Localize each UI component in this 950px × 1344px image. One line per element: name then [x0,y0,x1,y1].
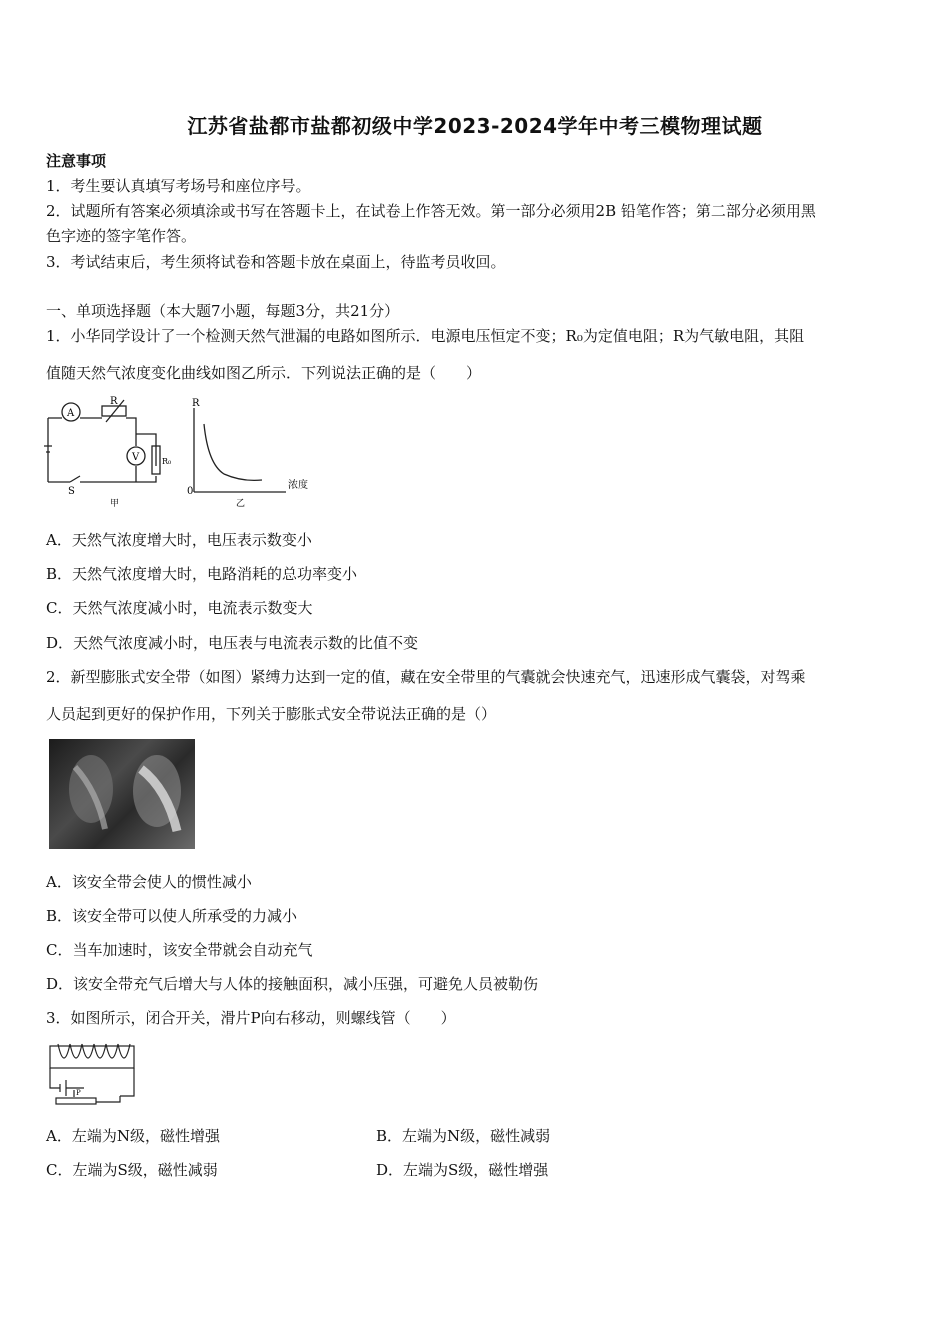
graph-origin-label: 0 [187,486,194,497]
notice-item-2-cont: 色字迹的签字笔作答。 [46,227,197,245]
r0-label: R₀ [162,457,172,466]
q3-option-b: B．左端为N级，磁性减弱 [376,1127,551,1145]
q2-option-c: C．当车加速时，该安全带就会自动充气 [46,941,313,959]
q1-option-c: C．天然气浓度减小时，电流表示数变大 [46,599,313,617]
switch-label: S [68,486,75,497]
graph-x-axis-label: 浓度 [288,480,308,491]
notice-heading: 注意事项 [46,152,107,170]
seatbelt-photo-illustration [49,739,195,849]
q1-option-a: A．天然气浓度增大时，电压表示数变小 [46,531,312,549]
page-title: 江苏省盐都市盐都初级中学2023-2024学年中考三模物理试题 [187,114,763,138]
q1-stem-line2: 值随天然气浓度变化曲线如图乙所示．下列说法正确的是（ ） [46,364,482,382]
q3-solenoid-figure [44,1040,140,1112]
notice-item-3: 3．考试结束后，考生须将试卷和答题卡放在桌面上，待监考员收回。 [46,253,506,271]
q3-option-c: C．左端为S级，磁性减弱 [46,1161,218,1179]
q2-option-a: A．该安全带会使人的惯性减小 [46,873,252,891]
q1-option-b: B．天然气浓度增大时，电路消耗的总功率变小 [46,565,358,583]
rheostat-label: R [110,396,118,407]
figure-label-jia: 甲 [110,499,120,509]
seatbelt-photo [49,739,195,849]
figure-label-yi: 乙 [236,499,246,509]
q3-stem-line1: 3．如图所示，闭合开关，滑片P向右移动，则螺线管（ ） [46,1009,456,1027]
q1-stem-line1: 1．小华同学设计了一个检测天然气泄漏的电路如图所示．电源电压恒定不变；R₀为定值电阻；R为气敏电阻，其阻 [46,327,805,345]
section-heading: 一、单项选择题（本大题7小题，每题3分，共21分） [46,302,400,320]
ammeter-label: A [67,408,75,419]
q1-option-d: D．天然气浓度减小时，电压表与电流表示数的比值不变 [46,634,419,652]
q3-option-a: A．左端为N级，磁性增强 [46,1127,220,1145]
q2-stem-line2: 人员起到更好的保护作用，下列关于膨胀式安全带说法正确的是（） [46,705,497,723]
notice-item-1: 1．考生要认真填写考场号和座位序号。 [46,177,311,195]
q2-option-b: B．该安全带可以使人所承受的力减小 [46,907,298,925]
voltmeter-label: V [132,452,140,463]
slider-p-label: P [76,1089,81,1097]
q2-option-d: D．该安全带充气后增大与人体的接触面积，减小压强，可避免人员被勒伤 [46,975,539,993]
q2-stem-line1: 2．新型膨胀式安全带（如图）紧缚力达到一定的值，藏在安全带里的气囊就会快速充气，迅速形成气囊袋，对驾乘 [46,668,806,686]
notice-item-2: 2．试题所有答案必须填涂或书写在答题卡上，在试卷上作答无效。第一部分必须用2B 铅笔作答；第二部分必须用黑 [46,202,816,220]
q3-option-d: D．左端为S级，磁性增强 [376,1161,549,1179]
graph-y-axis-label: R [192,398,200,409]
q1-circuit-figure [44,394,334,512]
